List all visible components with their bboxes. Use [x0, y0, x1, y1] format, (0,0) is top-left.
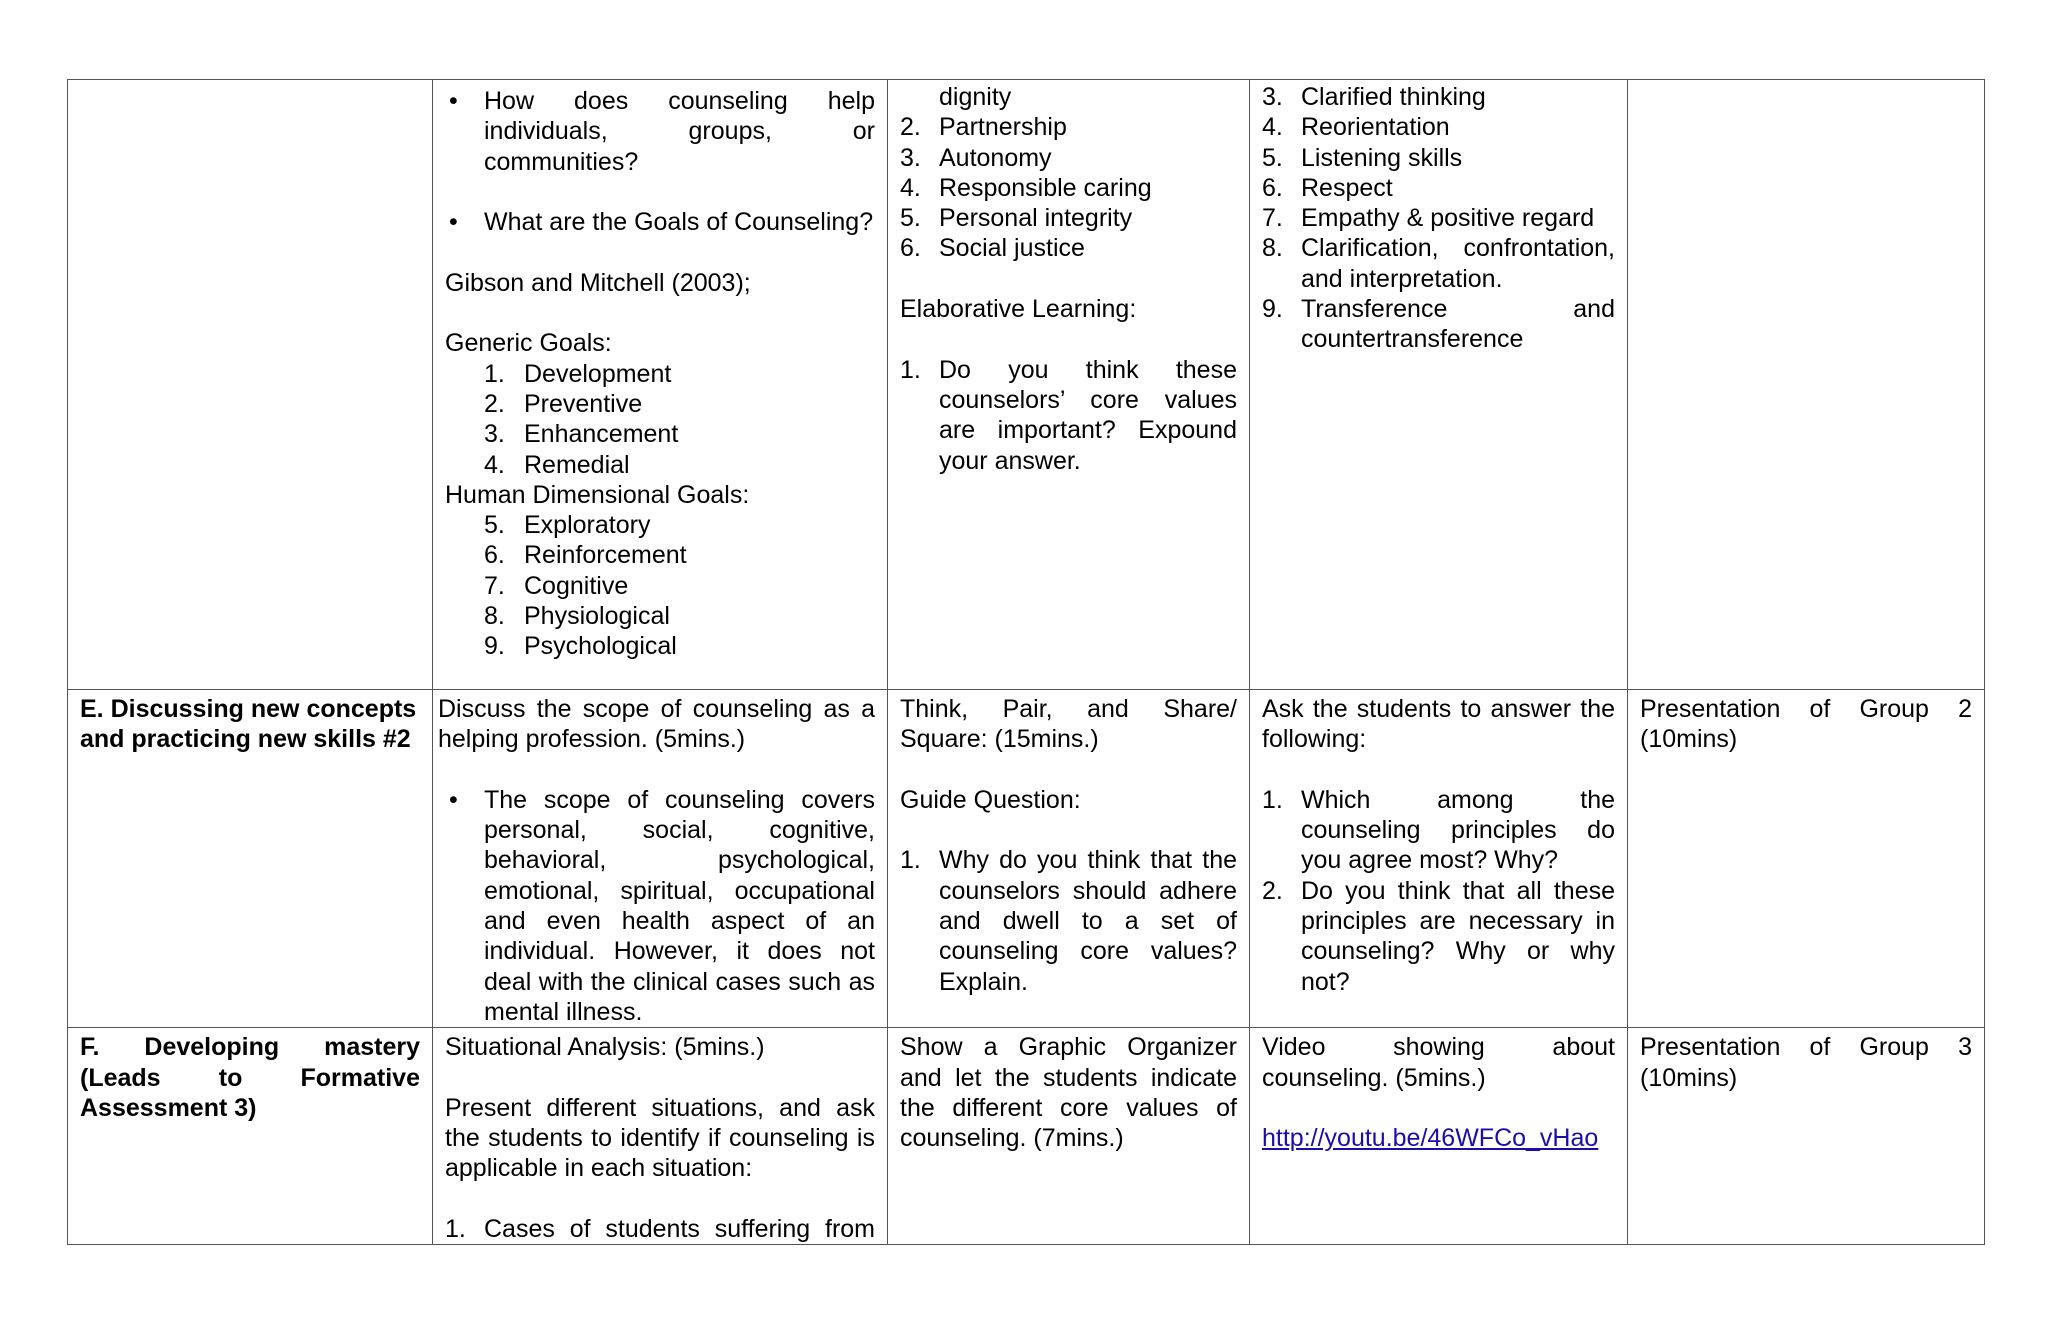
content-cell: [1250, 1028, 1628, 1245]
list-item: 7. Cognitive: [484, 571, 629, 600]
content-cell: [1250, 80, 1628, 690]
continued-text: dignity: [939, 83, 1012, 111]
content-cell: [433, 80, 888, 690]
table-row: [68, 80, 1985, 690]
list-item: 5. Listening skills: [1262, 143, 1463, 172]
lesson-plan-table: [67, 79, 1985, 1245]
list-item: 1. Do you think these counselors’ core values are important? Expound your answer.: [900, 355, 1237, 475]
list-item: 5. Exploratory: [484, 511, 651, 540]
list-item: 3. Enhancement: [484, 420, 679, 449]
list-item: 5. Personal integrity: [900, 204, 1133, 233]
video-link[interactable]: http://youtu.be/46WFCo_vHao: [1262, 1124, 1599, 1153]
subheading: Guide Question:: [900, 785, 1081, 814]
content-cell: [1628, 1028, 1985, 1245]
list-item: 2. Preventive: [484, 389, 643, 418]
table-row: [68, 690, 1985, 1028]
content-cell: [433, 690, 888, 1028]
list-item: 7. Empathy & positive regard: [1262, 204, 1595, 233]
source-citation: Gibson and Mitchell (2003);: [445, 268, 751, 297]
list-item: 3. Autonomy: [900, 143, 1052, 172]
content-cell: [1250, 690, 1628, 1028]
list-item: 6. Reinforcement: [484, 541, 687, 570]
row-label-cell: [68, 1028, 433, 1245]
body-text: Video showing about counseling. (5mins.): [1262, 1033, 1615, 1092]
list-item: 8. Clarification, confrontation, and interpretation.: [1262, 234, 1615, 293]
list-item: 2. Partnership: [900, 113, 1067, 142]
list-item: 6. Social justice: [900, 234, 1085, 263]
content-cell: [888, 690, 1250, 1028]
list-item: 6. Respect: [1262, 173, 1393, 202]
list-item: 1. Which among the counseling principles do you agree most? Why?: [1262, 785, 1615, 875]
notes-text: [1628, 80, 1984, 82]
list-item: • What are the Goals of Counseling?: [445, 207, 875, 237]
content-cell: [888, 80, 1250, 690]
list-item: 1. Cases of students suffering from: [445, 1215, 875, 1244]
list-item: 9. Psychological: [484, 632, 677, 661]
content-cell: [888, 1028, 1250, 1245]
row-label: F. Developing mastery (Leads to Formative Assessment 3): [80, 1033, 420, 1122]
body-text: Present different situations, and ask the students to identify if counseling is applicable in each situation:: [445, 1093, 875, 1183]
notes-text: Presentation of Group 2 (10mins): [1640, 695, 1972, 754]
intro-text: Ask the students to answer the following:: [1262, 695, 1615, 754]
list-item: • How does counseling help individuals, groups, or communities?: [445, 86, 875, 177]
table-row: [68, 1028, 1985, 1245]
content-cell: [1628, 690, 1985, 1028]
intro-text: Think, Pair, and Share/ Square: (15mins.): [900, 695, 1237, 754]
list-item: 3. Clarified thinking: [1262, 83, 1486, 111]
body-text: Show a Graphic Organizer and let the students indicate the different core values of counseling. (7mins.): [900, 1033, 1237, 1153]
row-label-cell: [68, 690, 433, 1028]
intro-text: Discuss the scope of counseling as a helping profession. (5mins.): [438, 695, 875, 754]
list-item: 9. Transference and countertransference: [1262, 295, 1615, 354]
content-cell: [1628, 80, 1985, 690]
list-item: 4. Reorientation: [1262, 113, 1450, 142]
list-item: 4. Remedial: [484, 450, 630, 479]
list-item: • The scope of counseling covers personal, social, cognitive, behavioral, psychological, emotional, spiritual, occupational and even health aspect of an individual. However, it does not deal with the clinical cases such as mental illness.: [445, 785, 875, 1027]
subheading: Human Dimensional Goals:: [445, 480, 750, 509]
list-item: 4. Responsible caring: [900, 173, 1152, 202]
subheading: Generic Goals:: [445, 329, 612, 358]
row-label: [68, 80, 432, 82]
list-item: 8. Physiological: [484, 602, 670, 631]
list-item: 2. Do you think that all these principles are necessary in counseling? Why or why not?: [1262, 876, 1615, 996]
row-label-cell: [68, 80, 433, 690]
subheading: Elaborative Learning:: [900, 295, 1137, 324]
notes-text: Presentation of Group 3 (10mins): [1640, 1033, 1972, 1092]
list-item: 1. Development: [484, 359, 672, 388]
list-item: 1. Why do you think that the counselors should adhere and dwell to a set of counseling core values? Explain.: [900, 846, 1237, 996]
intro-text: Situational Analysis: (5mins.): [445, 1033, 765, 1062]
row-label: E. Discussing new concepts and practicing new skills #2: [80, 695, 417, 754]
content-cell: [433, 1028, 888, 1245]
